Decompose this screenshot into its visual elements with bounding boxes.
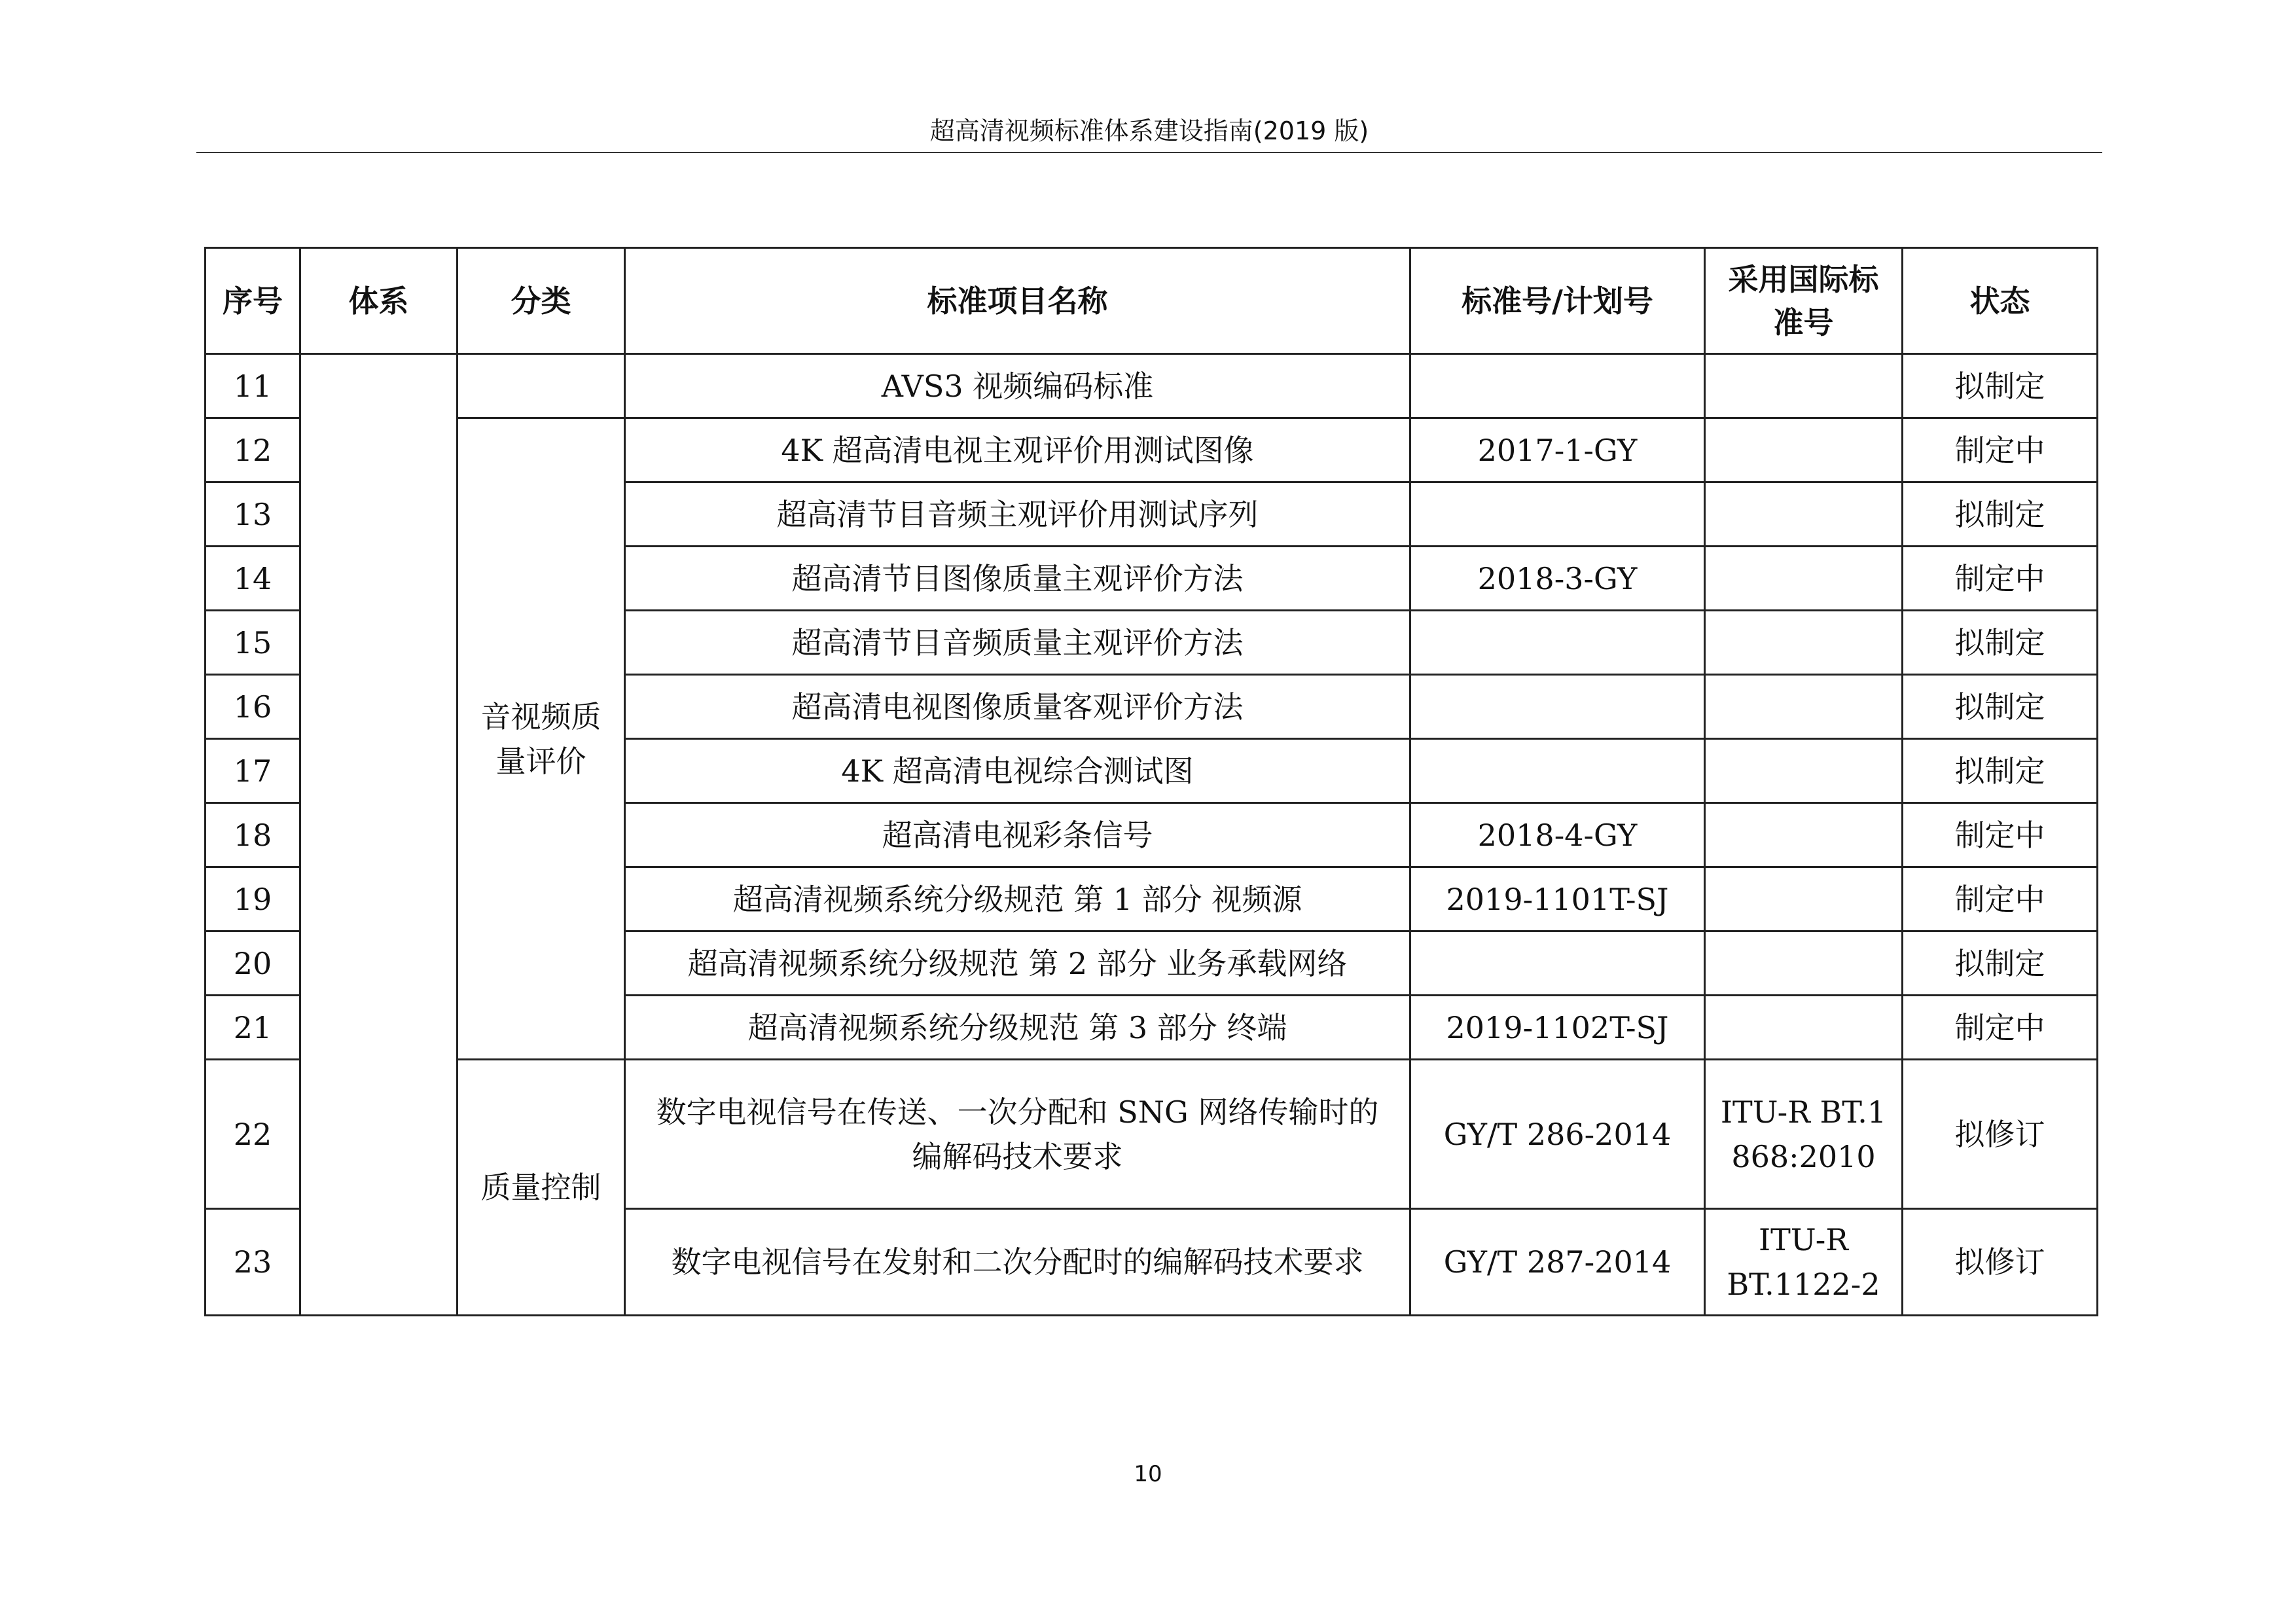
- col-header-code: 标准号/计划号: [1410, 248, 1705, 354]
- col-header-name: 标准项目名称: [625, 248, 1410, 354]
- cell-status: 拟制定: [1903, 611, 2098, 675]
- cell-intl: ITU-R BT.1868:2010: [1705, 1060, 1903, 1209]
- cell-code: 2018-4-GY: [1410, 803, 1705, 867]
- cell-no: 23: [206, 1209, 300, 1316]
- cell-name: 超高清节目音频质量主观评价方法: [625, 611, 1410, 675]
- cell-intl: [1705, 418, 1903, 482]
- cell-name: 4K 超高清电视主观评价用测试图像: [625, 418, 1410, 482]
- cell-name: 超高清电视图像质量客观评价方法: [625, 675, 1410, 739]
- cell-no: 17: [206, 739, 300, 803]
- cell-status: 制定中: [1903, 996, 2098, 1060]
- cell-intl: [1705, 739, 1903, 803]
- cell-status: 拟制定: [1903, 739, 2098, 803]
- cell-intl: [1705, 611, 1903, 675]
- col-header-category: 分类: [457, 248, 625, 354]
- cell-category-empty: [457, 354, 625, 418]
- cell-name: AVS3 视频编码标准: [625, 354, 1410, 418]
- table-row: [206, 418, 2098, 482]
- cell-name: 超高清视频系统分级规范 第 2 部分 业务承载网络: [625, 931, 1410, 996]
- cell-intl: [1705, 482, 1903, 547]
- cell-code: GY/T 286-2014: [1410, 1060, 1705, 1209]
- col-header-system: 体系: [300, 248, 457, 354]
- cell-name: 数字电视信号在发射和二次分配时的编解码技术要求: [625, 1209, 1410, 1316]
- cell-no: 21: [206, 996, 300, 1060]
- cell-code: 2019-1101T-SJ: [1410, 867, 1705, 931]
- cell-intl: [1705, 867, 1903, 931]
- cell-intl: [1705, 354, 1903, 418]
- cell-category-quality-control: 质量控制: [457, 1060, 625, 1316]
- table-header-row: [206, 248, 2098, 354]
- cell-status: 制定中: [1903, 803, 2098, 867]
- cell-intl: ITU-R BT.1122-2: [1705, 1209, 1903, 1316]
- cell-name: 超高清节目图像质量主观评价方法: [625, 547, 1410, 611]
- cell-status: 拟制定: [1903, 931, 2098, 996]
- cell-status: 制定中: [1903, 418, 2098, 482]
- cell-code: [1410, 739, 1705, 803]
- cell-no: 16: [206, 675, 300, 739]
- cell-status: 拟制定: [1903, 354, 2098, 418]
- cell-code: [1410, 675, 1705, 739]
- cell-name: 超高清视频系统分级规范 第 3 部分 终端: [625, 996, 1410, 1060]
- col-header-status: 状态: [1903, 248, 2098, 354]
- cell-code: 2017-1-GY: [1410, 418, 1705, 482]
- cell-no: 18: [206, 803, 300, 867]
- cell-code: [1410, 482, 1705, 547]
- cell-intl: [1705, 547, 1903, 611]
- cell-no: 19: [206, 867, 300, 931]
- cell-status: 拟修订: [1903, 1209, 2098, 1316]
- cell-name: 超高清电视彩条信号: [625, 803, 1410, 867]
- page-number: 10: [1134, 1461, 1162, 1487]
- cell-code: [1410, 611, 1705, 675]
- col-header-no: 序号: [206, 248, 300, 354]
- cell-status: 制定中: [1903, 547, 2098, 611]
- cell-code: 2018-3-GY: [1410, 547, 1705, 611]
- cell-no: 11: [206, 354, 300, 418]
- cell-status: 制定中: [1903, 867, 2098, 931]
- cell-no: 13: [206, 482, 300, 547]
- cell-intl: [1705, 931, 1903, 996]
- cell-name: 数字电视信号在传送、一次分配和 SNG 网络传输时的编解码技术要求: [625, 1060, 1410, 1209]
- table-row: [206, 1060, 2098, 1209]
- cell-no: 15: [206, 611, 300, 675]
- standards-table: [204, 247, 2098, 1316]
- cell-no: 12: [206, 418, 300, 482]
- cell-system: [300, 354, 457, 1316]
- page-header-title: 超高清视频标准体系建设指南(2019 版): [929, 117, 1369, 145]
- col-header-intl: 采用国际标准号: [1705, 248, 1903, 354]
- cell-name: 超高清视频系统分级规范 第 1 部分 视频源: [625, 867, 1410, 931]
- cell-status: 拟制定: [1903, 675, 2098, 739]
- cell-intl: [1705, 996, 1903, 1060]
- cell-code: [1410, 354, 1705, 418]
- cell-no: 14: [206, 547, 300, 611]
- cell-name: 4K 超高清电视综合测试图: [625, 739, 1410, 803]
- header-rule: [196, 152, 2102, 153]
- cell-name: 超高清节目音频主观评价用测试序列: [625, 482, 1410, 547]
- cell-no: 22: [206, 1060, 300, 1209]
- cell-category-av-quality: 音视频质量评价: [457, 418, 625, 1060]
- cell-no: 20: [206, 931, 300, 996]
- cell-code: [1410, 931, 1705, 996]
- cell-intl: [1705, 803, 1903, 867]
- cell-code: 2019-1102T-SJ: [1410, 996, 1705, 1060]
- cell-status: 拟修订: [1903, 1060, 2098, 1209]
- cell-code: GY/T 287-2014: [1410, 1209, 1705, 1316]
- table-row: [206, 354, 2098, 418]
- cell-intl: [1705, 675, 1903, 739]
- cell-status: 拟制定: [1903, 482, 2098, 547]
